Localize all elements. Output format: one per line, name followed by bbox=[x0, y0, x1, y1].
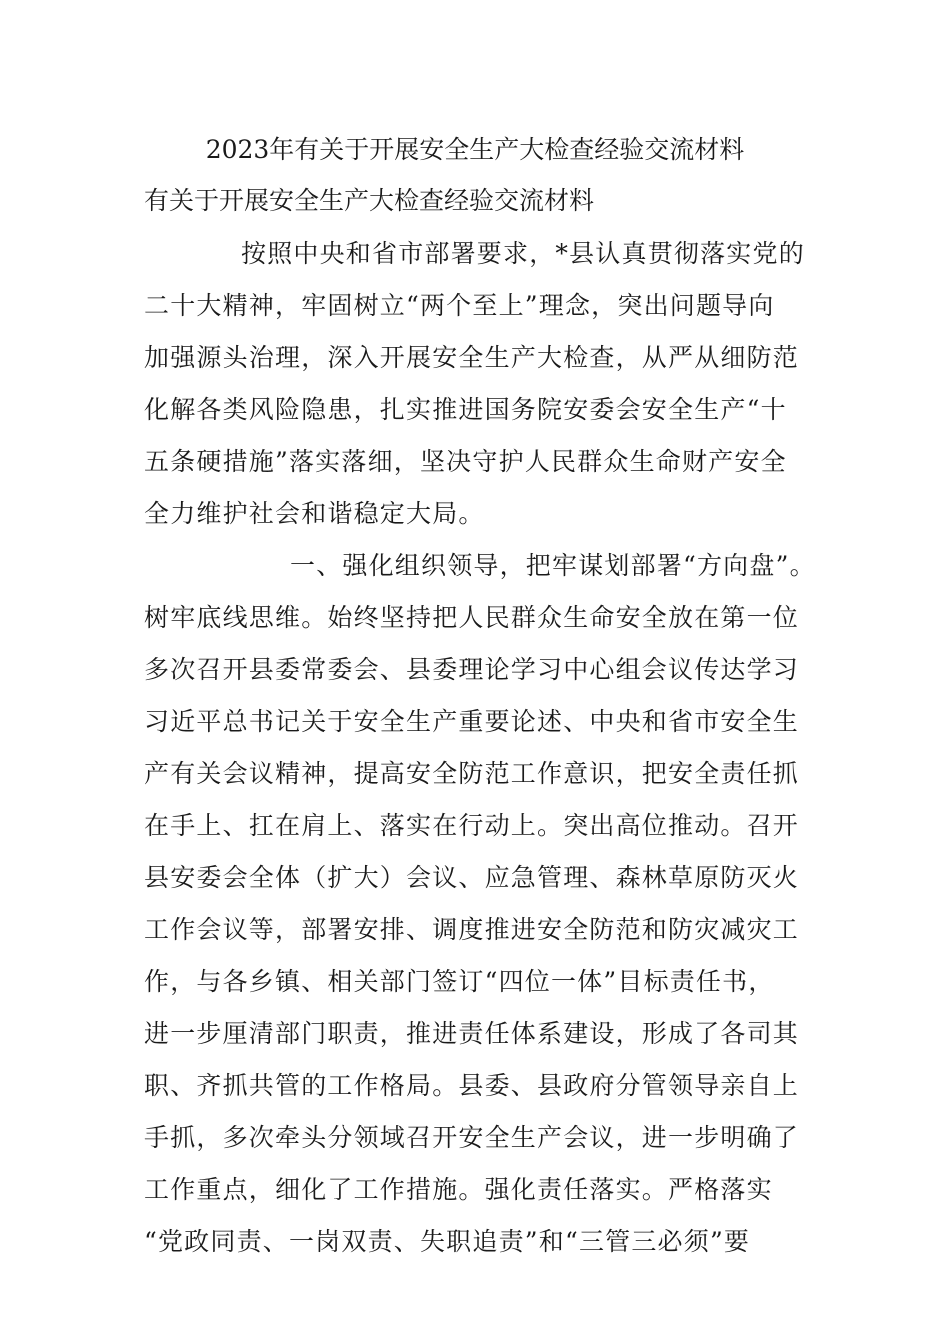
paragraph-line: “党政同责、一岗双责、失职追责”和“三管三必须”要 bbox=[144, 1227, 751, 1256]
paragraph-line: 习近平总书记关于安全生产重要论述、中央和省市安全生 bbox=[144, 707, 800, 736]
paragraph-line: 在手上、扛在肩上、落实在行动上。突出高位推动。召开 bbox=[144, 811, 800, 840]
paragraph-line: 工作会议等，部署安排、调度推进安全防范和防灾减灾工 bbox=[144, 915, 800, 944]
paragraph-line: 按照中央和省市部署要求，*县认真贯彻落实党的 bbox=[241, 239, 805, 268]
paragraph-line: 加强源头治理，深入开展安全生产大检查，从严从细防范 bbox=[144, 343, 800, 372]
paragraph-line: 五条硬措施”落实落细，坚决守护人民群众生命财产安全 bbox=[144, 447, 787, 476]
paragraph-line: 作，与各乡镇、相关部门签订“四位一体”目标责任书， bbox=[144, 967, 775, 996]
paragraph-line: 进一步厘清部门职责，推进责任体系建设，形成了各司其 bbox=[144, 1019, 800, 1048]
paragraph-line: 县安委会全体（扩大）会议、应急管理、森林草原防灭火 bbox=[144, 863, 800, 892]
document-title: 2023年有关于开展安全生产大检查经验交流材料 bbox=[205, 135, 745, 164]
paragraph-line: 产有关会议精神，提高安全防范工作意识，把安全责任抓 bbox=[144, 759, 800, 788]
paragraph-line: 多次召开县委常委会、县委理论学习中心组会议传达学习 bbox=[144, 655, 800, 684]
paragraph-line: 化解各类风险隐患，扎实推进国务院安委会安全生产“十 bbox=[144, 395, 787, 424]
paragraph-line: 全力维护社会和谐稳定大局。 bbox=[144, 499, 485, 528]
paragraph-line: 二十大精神，牢固树立“两个至上”理念，突出问题导向 bbox=[144, 291, 775, 320]
paragraph-line: 树牢底线思维。始终坚持把人民群众生命安全放在第一位 bbox=[144, 603, 800, 632]
paragraph-line: 手抓，多次牵头分领域召开安全生产会议，进一步明确了 bbox=[144, 1123, 800, 1152]
document-subtitle: 有关于开展安全生产大检查经验交流材料 bbox=[144, 186, 595, 215]
section-heading: 一、强化组织领导，把牢谋划部署“方向盘”。 bbox=[290, 551, 816, 580]
paragraph-line: 工作重点，细化了工作措施。强化责任落实。严格落实 bbox=[144, 1175, 773, 1204]
paragraph-line: 职、齐抓共管的工作格局。县委、县政府分管领导亲自上 bbox=[144, 1071, 800, 1100]
